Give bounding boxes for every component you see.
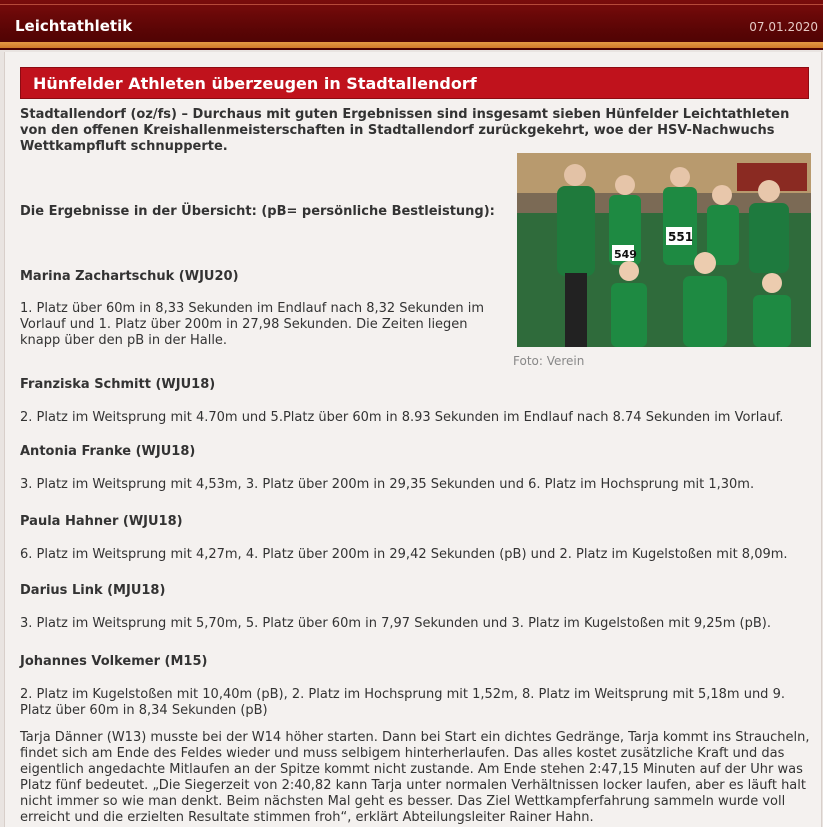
article-headline-box	[20, 67, 809, 99]
article-intro: Stadtallendorf (oz/fs) – Durchaus mit guten Ergebnissen sind insgesamt sieben Hünfelder Leichtathleten von den offenen Kreishallenmeisterschaften in Stadtallendorf zurückgekehrt, woe der HSV-Nachwuchs Wettkampfluft schnupperte.	[20, 107, 790, 154]
athlete-result: 1. Platz über 60m in 8,33 Sekunden im Endlauf nach 8,32 Sekunden im Vorlauf und 1. Platz über 200m in 27,98 Sekunden. Die Zeiten liegen knapp über den pB in der Halle.	[20, 301, 485, 348]
bib-549: 549	[614, 248, 637, 261]
athlete-name: Johannes Volkemer (M15)	[20, 654, 208, 669]
header-accent-bar	[0, 42, 823, 48]
article-title: Hünfelder Athleten überzeugen in Stadtallendorf	[33, 74, 477, 93]
athlete-result: 2. Platz im Kugelstoßen mit 10,40m (pB), 2. Platz im Hochsprung mit 1,52m, 8. Platz im Weitsprung mit 5,18m und 9. Platz über 60m in 8,34 Sekunden (pB)	[20, 687, 785, 718]
header-highlight-line	[0, 4, 823, 5]
athlete-result: 6. Platz im Weitsprung mit 4,27m, 4. Platz über 200m in 29,42 Sekunden (pB) und 2. Platz im Kugelstoßen mit 8,09m.	[20, 547, 788, 562]
publish-date: 07.01.2020	[749, 20, 818, 34]
section-title: Leichtathletik	[15, 17, 133, 35]
athlete-name: Antonia Franke (WJU18)	[20, 444, 196, 459]
team-photo-illustration	[517, 153, 811, 347]
athlete-name: Darius Link (MJU18)	[20, 583, 166, 598]
athlete-result: 3. Platz im Weitsprung mit 4,53m, 3. Platz über 200m in 29,35 Sekunden und 6. Platz im Hochsprung mit 1,30m.	[20, 477, 755, 492]
results-overview-heading: Die Ergebnisse in der Übersicht: (pB= persönliche Bestleistung):	[20, 204, 495, 219]
team-photo[interactable]	[517, 153, 811, 347]
photo-caption: Foto: Verein	[513, 354, 585, 368]
athlete-result: 3. Platz im Weitsprung mit 5,70m, 5. Platz über 60m in 7,97 Sekunden und 3. Platz im Kugelstoßen mit 9,25m (pB).	[20, 616, 772, 631]
bib-551: 551	[668, 230, 694, 244]
athlete-result: 2. Platz im Weitsprung mit 4.70m und 5.Platz über 60m in 8.93 Sekunden im Endlauf nach 8.74 Sekunden im Vorlauf.	[20, 410, 784, 425]
article-closing-paragraph: Tarja Dänner (W13) musste bei der W14 höher starten. Dann bei Start ein dichtes Gedränge, Tarja kommt ins Straucheln, findet sich am Ende des Feldes wieder und muss selbigem hinterherlaufen. Das alles kostet zusätzliche Kraft und das eigentlich angedachte Mitlaufen an der Spitze kommt nicht zustande. Am Ende stehen 2:47,15 Minuten auf der Uhr was Platz fünf bedeutet. „Die Siegerzeit von 2:40,82 kann Tarja unter normalen Verhältnissen locker laufen, aber es läuft halt nicht immer so wie man denkt. Beim nächsten Mal geht es besser. Das Ziel Wettkampferfahrung sammeln wurde voll erreicht und die erzielten Resultate stimmen froh“, erklärt Abteilungsleiter Rainer Hahn.	[20, 730, 810, 825]
athlete-name: Marina Zachartschuk (WJU20)	[20, 269, 239, 284]
athlete-name: Paula Hahner (WJU18)	[20, 514, 183, 529]
athlete-name: Franziska Schmitt (WJU18)	[20, 377, 216, 392]
